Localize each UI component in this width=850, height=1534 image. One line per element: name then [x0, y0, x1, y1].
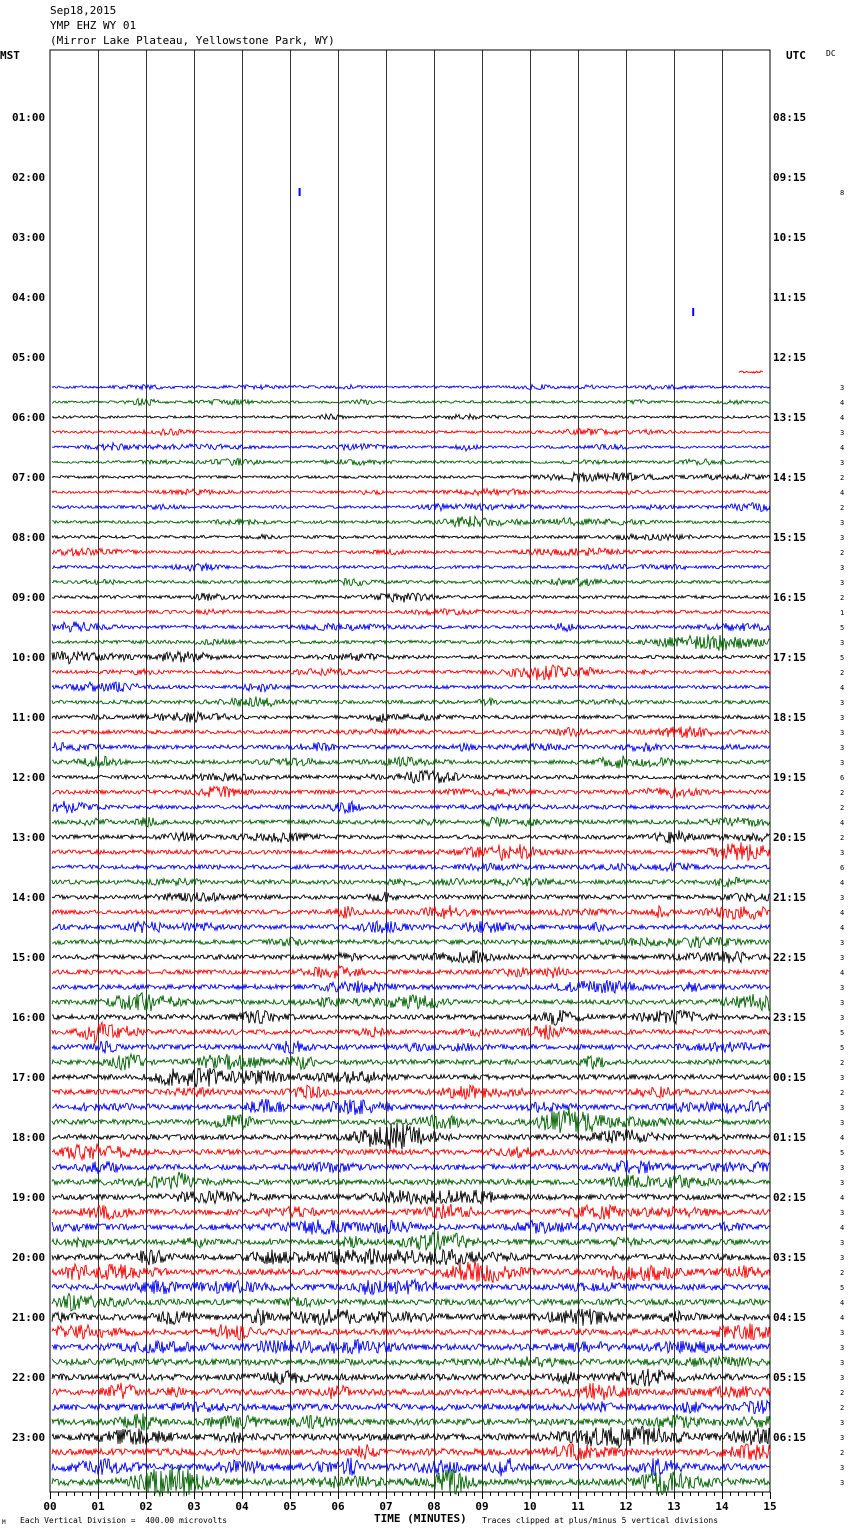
seismic-trace — [52, 414, 770, 420]
clip-note: Traces clipped at plus/minus 5 vertical divisions — [482, 1516, 719, 1525]
row-digit: 3 — [840, 1014, 845, 1022]
seismic-trace — [52, 1249, 770, 1266]
seismic-trace — [52, 1144, 770, 1160]
seismic-trace — [52, 1172, 770, 1189]
row-digit: 2 — [840, 474, 845, 482]
left-hour-label: 20:00 — [12, 1251, 46, 1264]
row-digit: 4 — [840, 1314, 845, 1322]
seismic-trace — [52, 1108, 770, 1134]
right-hour-label: 23:15 — [773, 1011, 807, 1024]
row-digit: 5 — [840, 1029, 845, 1037]
seismic-trace — [52, 429, 770, 436]
row-digit: 4 — [840, 1224, 845, 1232]
seismic-trace — [52, 1426, 770, 1448]
seismic-trace — [52, 1123, 770, 1151]
row-digit: 4 — [840, 1194, 845, 1202]
left-hour-label: 14:00 — [12, 891, 46, 904]
seismic-trace — [52, 1204, 770, 1219]
seismic-trace — [52, 682, 770, 692]
left-hour-label: 08:00 — [12, 531, 46, 544]
scale-note: Each Vertical Division = 400.00 microvolts — [20, 1516, 228, 1525]
seismic-trace — [52, 534, 770, 540]
x-tick-label: 15 — [763, 1500, 777, 1513]
right-hour-label: 02:15 — [773, 1191, 807, 1204]
row-digit: 5 — [840, 654, 845, 662]
row-digit: 3 — [840, 534, 845, 542]
row-digit: 2 — [840, 1389, 845, 1397]
left-hour-label: 06:00 — [12, 411, 46, 424]
seismic-trace — [52, 578, 770, 586]
seismic-trace — [52, 950, 770, 963]
x-tick-label: 13 — [667, 1500, 681, 1513]
seismic-trace — [52, 1340, 770, 1354]
row-digit: 2 — [840, 1404, 845, 1412]
row-digit: 3 — [840, 1119, 845, 1127]
left-hour-label: 05:00 — [12, 351, 46, 364]
dc-label: DC — [826, 49, 836, 58]
row-digit: 4 — [840, 924, 845, 932]
left-hour-label: 10:00 — [12, 651, 46, 664]
row-digit: 3 — [840, 984, 845, 992]
right-hour-label: 10:15 — [773, 231, 807, 244]
x-tick-label: 10 — [523, 1500, 537, 1513]
seismic-trace — [52, 665, 770, 680]
event-mark — [739, 371, 763, 373]
row-digit: 3 — [840, 1344, 845, 1352]
row-digit: 2 — [840, 1449, 845, 1457]
seismic-trace — [52, 842, 770, 860]
seismic-trace — [52, 817, 770, 827]
row-digit: 3 — [840, 894, 845, 902]
right-hour-label: 09:15 — [773, 171, 807, 184]
seismic-trace — [52, 398, 770, 405]
seismic-trace — [52, 1160, 770, 1174]
seismic-trace — [52, 548, 770, 556]
row-digit: 2 — [840, 504, 845, 512]
left-hour-label: 12:00 — [12, 771, 46, 784]
row-digit: 2 — [840, 834, 845, 842]
plot-frame — [50, 50, 770, 1492]
row-digit: 6 — [840, 864, 845, 872]
seismic-trace — [52, 651, 770, 664]
left-hour-label: 04:00 — [12, 291, 46, 304]
x-tick-label: 11 — [571, 1500, 585, 1513]
seismic-trace — [52, 443, 770, 451]
row-digit: 6 — [840, 774, 845, 782]
row-digit: 3 — [840, 1419, 845, 1427]
row-digit: 4 — [840, 684, 845, 692]
x-tick-label: 05 — [283, 1500, 297, 1513]
x-tick-label: 03 — [187, 1500, 201, 1513]
row-digit: 4 — [840, 879, 845, 887]
seismic-trace — [52, 712, 770, 723]
seismic-trace — [52, 564, 770, 572]
right-hour-label: 19:15 — [773, 771, 807, 784]
seismic-trace — [52, 830, 770, 843]
seismic-trace — [52, 384, 770, 389]
seismic-trace — [52, 1068, 770, 1087]
seismic-trace — [52, 489, 770, 496]
row-digit: 2 — [840, 1269, 845, 1277]
seismic-trace — [52, 771, 770, 784]
seismic-trace — [52, 936, 770, 947]
seismic-trace — [52, 965, 770, 978]
right-hour-label: 12:15 — [773, 351, 807, 364]
row-digit: 8 — [840, 189, 845, 197]
seismic-trace — [52, 1400, 770, 1414]
x-tick-label: 01 — [91, 1500, 105, 1513]
right-hour-label: 01:15 — [773, 1131, 807, 1144]
row-digit: 3 — [840, 954, 845, 962]
row-digit: 3 — [840, 1479, 845, 1487]
seismic-trace — [52, 458, 770, 465]
seismic-trace — [52, 1294, 770, 1311]
seismic-trace — [52, 1099, 770, 1115]
row-digit: 3 — [840, 1464, 845, 1472]
seismic-trace — [52, 877, 770, 887]
seismic-trace — [52, 1010, 770, 1025]
seismic-trace — [52, 1041, 770, 1054]
row-digit: 2 — [840, 1059, 845, 1067]
row-digit: 3 — [840, 714, 845, 722]
right-hour-label: 04:15 — [773, 1311, 807, 1324]
row-digit: 2 — [840, 1089, 845, 1097]
right-hour-label: 11:15 — [773, 291, 807, 304]
corner-mark: M — [2, 1519, 6, 1526]
row-digit: 2 — [840, 594, 845, 602]
row-digit: 3 — [840, 1329, 845, 1337]
x-axis-title: TIME (MINUTES) — [374, 1512, 467, 1525]
left-hour-label: 15:00 — [12, 951, 46, 964]
row-digit: 3 — [840, 1209, 845, 1217]
row-digit: 3 — [840, 1104, 845, 1112]
row-digit: 3 — [840, 384, 845, 392]
seismic-trace — [52, 1231, 770, 1252]
row-digit: 2 — [840, 804, 845, 812]
seismic-trace — [52, 622, 770, 632]
seismic-trace — [52, 1190, 770, 1204]
seismic-trace — [52, 593, 770, 603]
left-hour-label: 23:00 — [12, 1431, 46, 1444]
right-hour-label: 05:15 — [773, 1371, 807, 1384]
x-tick-label: 02 — [139, 1500, 153, 1513]
left-hour-label: 17:00 — [12, 1071, 46, 1084]
row-digit: 5 — [840, 1149, 845, 1157]
left-hour-label: 11:00 — [12, 711, 46, 724]
row-digit: 4 — [840, 1134, 845, 1142]
row-digit: 3 — [840, 1164, 845, 1172]
row-digit: 3 — [840, 999, 845, 1007]
row-digit: 5 — [840, 624, 845, 632]
x-tick-label: 12 — [619, 1500, 633, 1513]
right-hour-label: 18:15 — [773, 711, 807, 724]
row-digit: 3 — [840, 639, 845, 647]
seismic-trace — [52, 1309, 770, 1326]
seismic-trace — [52, 993, 770, 1011]
seismic-trace — [52, 1220, 770, 1235]
right-hour-label: 13:15 — [773, 411, 807, 424]
seismic-trace — [52, 516, 770, 527]
right-zone-label: UTC — [786, 49, 806, 62]
row-digit: 1 — [840, 609, 845, 617]
seismic-trace — [52, 1054, 770, 1070]
seismic-trace — [52, 1458, 770, 1477]
row-digit: 3 — [840, 429, 845, 437]
row-digit: 3 — [840, 1374, 845, 1382]
seismic-trace — [52, 863, 770, 871]
right-hour-label: 22:15 — [773, 951, 807, 964]
row-digit: 4 — [840, 414, 845, 422]
left-hour-label: 01:00 — [12, 111, 46, 124]
row-digit: 4 — [840, 819, 845, 827]
row-digit: 3 — [840, 699, 845, 707]
row-digit: 3 — [840, 939, 845, 947]
row-digit: 5 — [840, 1044, 845, 1052]
row-digit: 3 — [840, 564, 845, 572]
row-digit: 2 — [840, 669, 845, 677]
row-digit: 3 — [840, 1254, 845, 1262]
seismic-trace — [52, 1413, 770, 1430]
x-tick-label: 04 — [235, 1500, 249, 1513]
left-hour-label: 03:00 — [12, 231, 46, 244]
right-hour-label: 16:15 — [773, 591, 807, 604]
right-hour-label: 14:15 — [773, 471, 807, 484]
right-hour-label: 15:15 — [773, 531, 807, 544]
right-hour-label: 00:15 — [773, 1071, 807, 1084]
row-digit: 4 — [840, 1299, 845, 1307]
seismic-trace — [52, 472, 770, 481]
seismic-trace — [52, 1356, 770, 1367]
row-digit: 4 — [840, 489, 845, 497]
left-hour-label: 16:00 — [12, 1011, 46, 1024]
seismic-trace — [52, 1324, 770, 1341]
seismic-trace — [52, 892, 770, 902]
left-hour-label: 07:00 — [12, 471, 46, 484]
x-tick-label: 06 — [331, 1500, 345, 1513]
header-location: (Mirror Lake Plateau, Yellowstone Park, WY) — [50, 34, 335, 47]
right-hour-label: 03:15 — [773, 1251, 807, 1264]
right-hour-label: 17:15 — [773, 651, 807, 664]
row-digit: 3 — [840, 744, 845, 752]
seismic-trace — [52, 786, 770, 798]
x-tick-label: 08 — [427, 1500, 441, 1513]
left-hour-label: 02:00 — [12, 171, 46, 184]
header-station: YMP EHZ WY 01 — [50, 19, 137, 32]
seismic-trace — [52, 1085, 770, 1099]
row-digit: 3 — [840, 1074, 845, 1082]
seismic-trace — [52, 905, 770, 919]
left-hour-label: 13:00 — [12, 831, 46, 844]
right-hour-label: 06:15 — [773, 1431, 807, 1444]
seismic-trace — [52, 609, 770, 615]
seismic-trace — [52, 503, 770, 512]
row-digit: 3 — [840, 729, 845, 737]
seismic-trace — [52, 1280, 770, 1295]
x-tick-label: 14 — [715, 1500, 729, 1513]
left-hour-label: 09:00 — [12, 591, 46, 604]
row-digit: 3 — [840, 849, 845, 857]
row-digit: 3 — [840, 519, 845, 527]
row-digit: 4 — [840, 909, 845, 917]
seismic-trace — [52, 801, 770, 813]
row-digit: 5 — [840, 1284, 845, 1292]
seismic-trace — [52, 1260, 770, 1282]
row-digit: 2 — [840, 549, 845, 557]
row-digit: 2 — [840, 789, 845, 797]
seismic-trace — [52, 727, 770, 738]
seismic-trace — [52, 921, 770, 933]
row-digit: 3 — [840, 579, 845, 587]
x-tick-label: 09 — [475, 1500, 489, 1513]
right-hour-label: 21:15 — [773, 891, 807, 904]
row-digit: 3 — [840, 759, 845, 767]
header-date: Sep18,2015 — [50, 4, 117, 17]
seismic-trace — [52, 634, 770, 650]
left-hour-label: 22:00 — [12, 1371, 46, 1384]
left-hour-label: 21:00 — [12, 1311, 46, 1324]
right-hour-label: 20:15 — [773, 831, 807, 844]
row-digit: 3 — [840, 1434, 845, 1442]
seismic-trace — [52, 697, 770, 707]
seismic-trace — [52, 980, 770, 993]
seismic-trace — [52, 756, 770, 769]
x-tick-label: 00 — [43, 1500, 57, 1513]
left-zone-label: MST — [0, 49, 20, 62]
seismic-trace — [52, 1369, 770, 1387]
seismic-trace — [52, 743, 770, 752]
row-digit: 3 — [840, 1239, 845, 1247]
seismic-trace — [52, 1022, 770, 1043]
right-hour-label: 08:15 — [773, 111, 807, 124]
row-digit: 3 — [840, 1359, 845, 1367]
seismic-trace — [52, 1383, 770, 1400]
left-hour-label: 19:00 — [12, 1191, 46, 1204]
row-digit: 4 — [840, 444, 845, 452]
left-hour-label: 18:00 — [12, 1131, 46, 1144]
row-digit: 3 — [840, 459, 845, 467]
row-digit: 4 — [840, 969, 845, 977]
row-digit: 4 — [840, 399, 845, 407]
row-digit: 3 — [840, 1179, 845, 1187]
seismic-trace — [52, 1444, 770, 1460]
x-tick-label: 07 — [379, 1500, 393, 1513]
